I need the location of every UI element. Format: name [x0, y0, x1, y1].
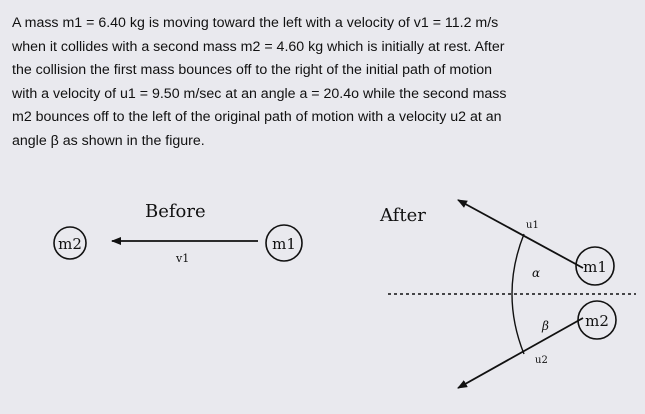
- u1-label: u1: [526, 220, 539, 231]
- after-mass-m2-label: m2: [585, 312, 609, 330]
- before-mass-m1-label: m1: [272, 235, 296, 253]
- u2-label: u2: [535, 355, 548, 366]
- problem-line-4: with a velocity of u1 = 9.50 m/sec at an angle a = 20.4o while the second mass: [12, 85, 507, 102]
- before-mass-m1: [266, 225, 302, 261]
- problem-line-1: A mass m1 = 6.40 kg is moving toward the left with a velocity of v1 = 11.2 m/s: [12, 15, 499, 31]
- u1-arrow: [458, 200, 583, 268]
- after-mass-m1: [576, 247, 614, 285]
- alpha-label: α: [532, 266, 541, 280]
- after-label: After: [380, 205, 426, 226]
- after-mass-m1-label: m1: [583, 258, 607, 276]
- problem-line-3: the collision the first mass bounces off to the right of the initial path of motion: [12, 62, 493, 78]
- after-mass-m2: [578, 301, 616, 339]
- beta-label: β: [542, 319, 549, 333]
- problem-line-5: m2 bounces off to the left of the original path of motion with a velocity u2 at an: [12, 109, 502, 125]
- u2-arrow: [458, 318, 583, 388]
- v1-label: v1: [176, 252, 190, 265]
- before-mass-m2-label: m2: [58, 235, 82, 253]
- before-mass-m2: [54, 227, 86, 259]
- problem-line-6: angle β as shown in the figure.: [12, 132, 205, 149]
- problem-line-2: when it collides with a second mass m2 = 4.60 kg which is initially at rest. After: [12, 38, 505, 55]
- before-label: Before: [145, 201, 206, 222]
